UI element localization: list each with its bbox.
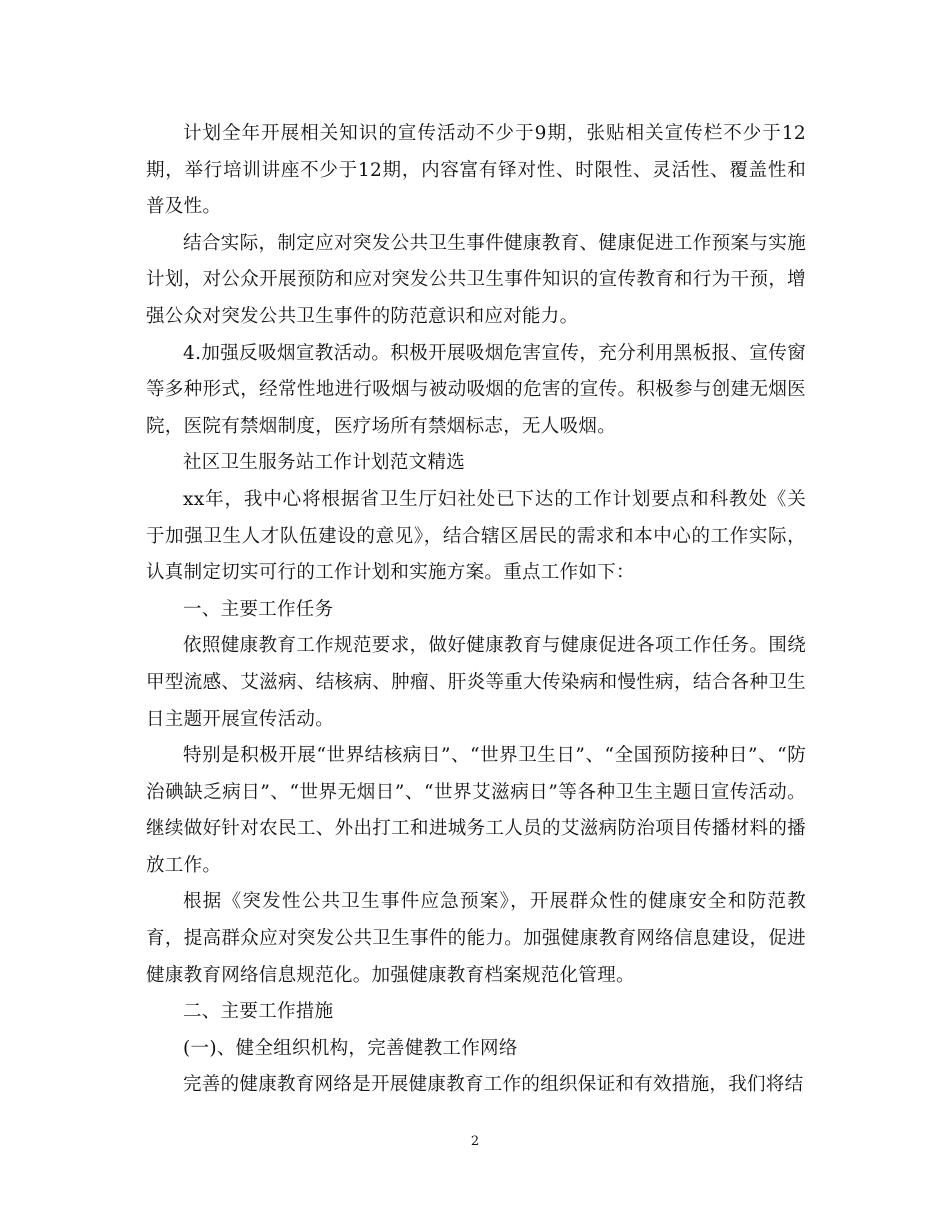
paragraph-health-days: 特别是积极开展“世界结核病日”、“世界卫生日”、“全国预防接种日”、“防治碘缺乏病日”、“世界无烟日”、“世界艾滋病日”等各种卫生主题日宣传活动。继续做好针对农民工、外出打工和进城务工人员的艾滋病防治项目传播材料的播放工作。 <box>146 745 806 876</box>
heading-main-tasks: 一、主要工作任务 <box>183 598 334 620</box>
heading-main-measures: 二、主要工作措施 <box>183 1001 334 1023</box>
paragraph-intro: xx年，我中心将根据省卫生厅妇社处已下达的工作计划要点和科教处《关于加强卫生人才队伍建设的意见》，结合辖区居民的需求和本中心的工作实际，认真制定切实可行的工作计划和实施方案。重点工作如下： <box>146 488 806 584</box>
subheading-organization: (一)、健全组织机构，完善健教工作网络 <box>183 1037 518 1059</box>
document-body <box>146 116 806 1104</box>
section-title-work-plan: 社区卫生服务站工作计划范文精选 <box>183 452 466 474</box>
paragraph-network: 完善的健康教育网络是开展健康教育工作的组织保证和有效措施，我们将结 <box>183 1074 804 1096</box>
paragraph-publicity-plan: 计划全年开展相关知识的宣传活动不少于9期，张贴相关宣传栏不少于12期，举行培训讲座不少于12期，内容富有铎对性、时限性、灵活性、覆盖性和普及性。 <box>146 123 806 218</box>
page-number: 2 <box>470 1134 480 1149</box>
paragraph-emergency-education: 根据《突发性公共卫生事件应急预案》，开展群众性的健康安全和防范教育，提高群众应对突发公共卫生事件的能力。加强健康教育网络信息建设，促进健康教育网络信息规范化。加强健康教育档案规范化管理。 <box>146 891 806 986</box>
paragraph-emergency-plan: 结合实际，制定应对突发公共卫生事件健康教育、健康促进工作预案与实施计划，对公众开展预防和应对突发公共卫生事件知识的宣传教育和行为干预，增强公众对突发公共卫生事件的防范意识和应对能力。 <box>146 232 806 327</box>
paragraph-tasks: 依照健康教育工作规范要求，做好健康教育与健康促进各项工作任务。围绕甲型流感、艾滋病、结核病、肿瘤、肝炎等重大传染病和慢性病，结合各种卫生日主题开展宣传活动。 <box>146 635 806 730</box>
paragraph-anti-smoking: 4.加强反吸烟宣教活动。积极开展吸烟危害宣传，充分利用黑板报、宣传窗等多种形式，经常性地进行吸烟与被动吸烟的危害的宣传。积极参与创建无烟医院，医院有禁烟制度，医疗场所有禁烟标志，无人吸烟。 <box>146 342 806 437</box>
